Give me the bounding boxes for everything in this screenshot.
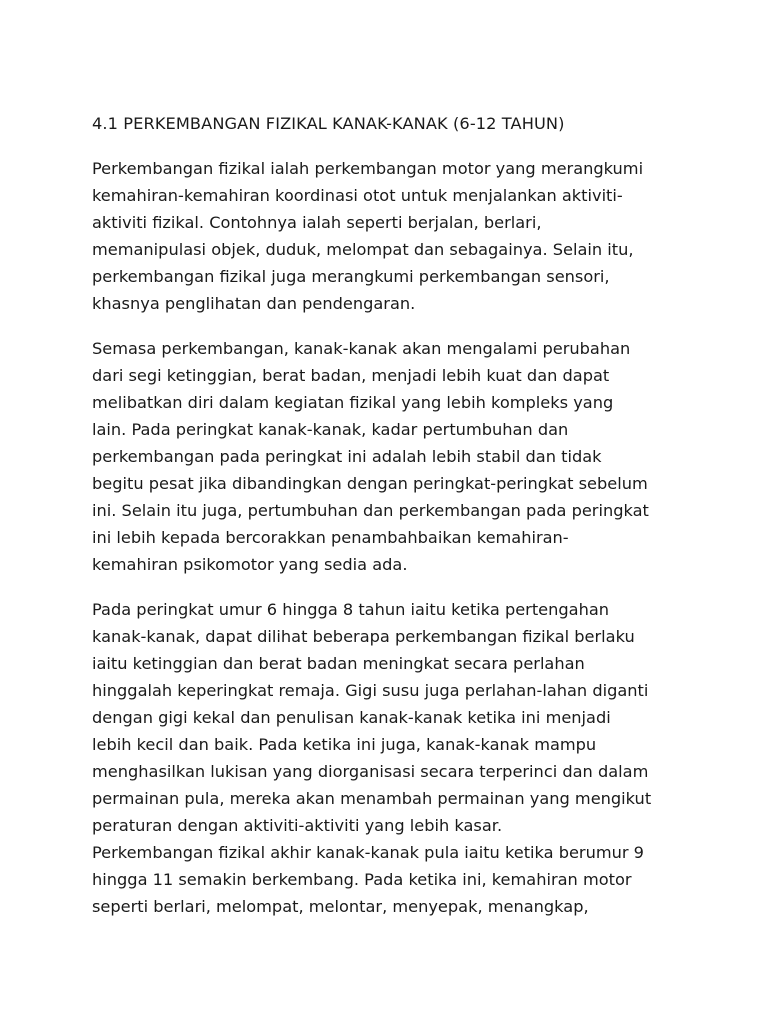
paragraph-line: menghasilkan lukisan yang diorganisasi secara terperinci dan dalam — [92, 762, 649, 781]
paragraph-line: perkembangan fizikal juga merangkumi perkembangan sensori, — [92, 267, 610, 286]
paragraph-line: memanipulasi objek, duduk, melompat dan sebagainya. Selain itu, — [92, 240, 634, 259]
paragraph-3 — [92, 596, 692, 839]
paragraph-line: peraturan dengan aktiviti-aktiviti yang lebih kasar. — [92, 816, 503, 835]
section-heading: 4.1 PERKEMBANGAN FIZIKAL KANAK-KANAK (6-12 TAHUN) — [92, 114, 565, 133]
paragraph-line: dengan gigi kekal dan penulisan kanak-kanak ketika ini menjadi — [92, 708, 611, 727]
paragraph-2 — [92, 335, 692, 578]
paragraph-line: iaitu ketinggian dan berat badan meningkat secara perlahan — [92, 654, 585, 673]
paragraph-line: hinggalah keperingkat remaja. Gigi susu juga perlahan-lahan diganti — [92, 681, 649, 700]
paragraph-line: melibatkan diri dalam kegiatan fizikal yang lebih kompleks yang — [92, 393, 614, 412]
paragraph-line: hingga 11 semakin berkembang. Pada ketika ini, kemahiran motor — [92, 870, 632, 889]
paragraph-line: Semasa perkembangan, kanak-kanak akan mengalami perubahan — [92, 339, 631, 358]
paragraph-line: Perkembangan fizikal ialah perkembangan motor yang merangkumi — [92, 159, 644, 178]
paragraph-line: perkembangan pada peringkat ini adalah lebih stabil dan tidak — [92, 447, 602, 466]
paragraph-1 — [92, 155, 692, 317]
paragraph-line: Perkembangan fizikal akhir kanak-kanak pula iaitu ketika berumur 9 — [92, 843, 644, 862]
paragraph-line: ini. Selain itu juga, pertumbuhan dan perkembangan pada peringkat — [92, 501, 649, 520]
paragraph-line: Pada peringkat umur 6 hingga 8 tahun iaitu ketika pertengahan — [92, 600, 610, 619]
paragraph-4 — [92, 839, 692, 920]
paragraph-line: khasnya penglihatan dan pendengaran. — [92, 294, 416, 313]
paragraph-line: permainan pula, mereka akan menambah permainan yang mengikut — [92, 789, 652, 808]
paragraph-line: dari segi ketinggian, berat badan, menjadi lebih kuat dan dapat — [92, 366, 610, 385]
paragraph-line: kanak-kanak, dapat dilihat beberapa perkembangan fizikal berlaku — [92, 627, 635, 646]
paragraph-line: lebih kecil dan baik. Pada ketika ini juga, kanak-kanak mampu — [92, 735, 597, 754]
paragraph-line: kemahiran-kemahiran koordinasi otot untuk menjalankan aktiviti- — [92, 186, 623, 205]
paragraph-line: ini lebih kepada bercorakkan penambahbaikan kemahiran- — [92, 528, 569, 547]
paragraph-line: aktiviti fizikal. Contohnya ialah seperti berjalan, berlari, — [92, 213, 542, 232]
document-body — [92, 110, 692, 920]
paragraph-line: begitu pesat jika dibandingkan dengan peringkat-peringkat sebelum — [92, 474, 648, 493]
paragraph-line: seperti berlari, melompat, melontar, menyepak, menangkap, — [92, 897, 589, 916]
paragraph-line: lain. Pada peringkat kanak-kanak, kadar pertumbuhan dan — [92, 420, 569, 439]
paragraph-line: kemahiran psikomotor yang sedia ada. — [92, 555, 408, 574]
